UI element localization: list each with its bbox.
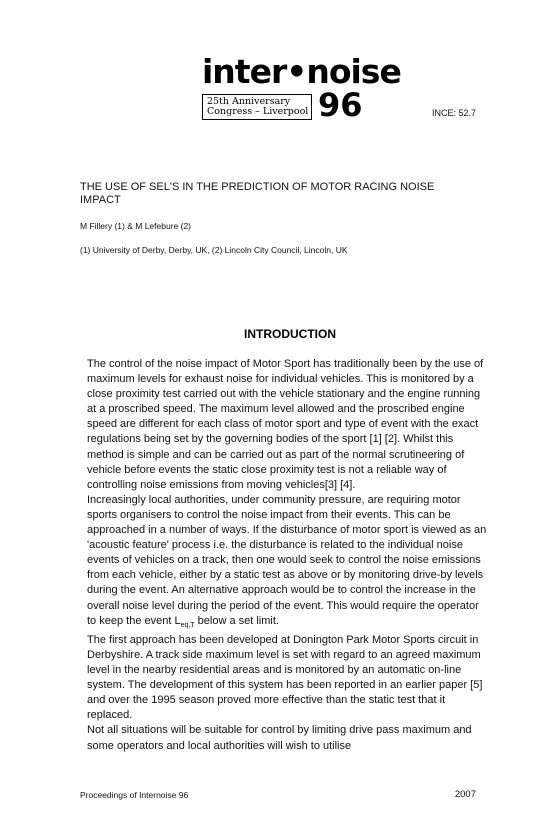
internoise-96-logo	[198, 52, 401, 124]
paper-authors: M Fillery (1) & M Lefebure (2)	[80, 221, 191, 231]
paragraph: The control of the noise impact of Motor Sport has traditionally been by the use of maximum levels for exhaust noise for individual vehicles. This is monitored by a close proximity test carried out with the vehicle stationary and the engine running at a proscribed speed. The maximum level allowed and the proscribed engine speed are different for each class of motor sport and type of event with the exact regulations being set by the governing bodies of the sport [1] [2]. Whilst this method is simple and can be carried out as part of the normal scrutineering of vehicle before events the static close proximity test is not a reliable way of controlling noise emissions from moving vehicles[3] [4].	[87, 358, 484, 491]
section-heading: INTRODUCTION	[244, 327, 336, 341]
paragraph-text: below a set limit.	[194, 614, 279, 627]
subscript-text: eq,T	[180, 621, 195, 629]
body-text	[87, 357, 487, 754]
paragraph-text: Increasingly local authorities, under community pressure, are requiring motor sports organisers to control the noise impact from their events. This can be approached in a number of ways. If the disturbance of motor sport is viewed as an 'acoustic feature' process i.e. the disturbance is related to the individual noise events of vehicles on a track, then one would seek to control the noise emissions from each vehicle, either by a static test as above or by monitoring drive-by levels during the event. An alternative approach would be to control the increase in the overall noise level during the period of the event. This would require the operator to keep the event L	[87, 493, 487, 627]
paper-reference-code: INCE: 52.7	[431, 108, 476, 118]
paragraph: Not all situations will be suitable for control by limiting drive pass maximum and some operators and local authorities will wish to utilise	[87, 724, 472, 752]
logo-congress-line: Congress – Liverpool	[207, 106, 309, 117]
paragraph: The first approach has been developed at Donington Park Motor Sports circuit in Derbyshire. A track side maximum level is set with regard to an agreed maximum level in the nearby residential areas and is monitored by an automatic on-line system. The development of this system has been reported in an earlier paper [5] and over the 1995 season proved more effective than the static test that it replaced.	[87, 633, 483, 722]
logo-anniversary-line: 25th Anniversary	[207, 96, 291, 107]
logo-year: 96	[318, 86, 363, 124]
paragraph	[87, 493, 487, 633]
paper-title: THE USE OF SEL'S IN THE PREDICTION OF MOTOR RACING NOISE IMPACT	[80, 181, 435, 206]
page-number: 2007	[454, 789, 476, 800]
paper-affiliations: (1) University of Derby, Derby, UK, (2) Lincoln City Council, Lincoln, UK	[80, 245, 348, 255]
footer-proceedings: Proceedings of Internoise 96	[80, 790, 189, 800]
logo-anniversary-box	[202, 94, 312, 120]
logo-wordmark: inter•noise	[202, 52, 401, 91]
